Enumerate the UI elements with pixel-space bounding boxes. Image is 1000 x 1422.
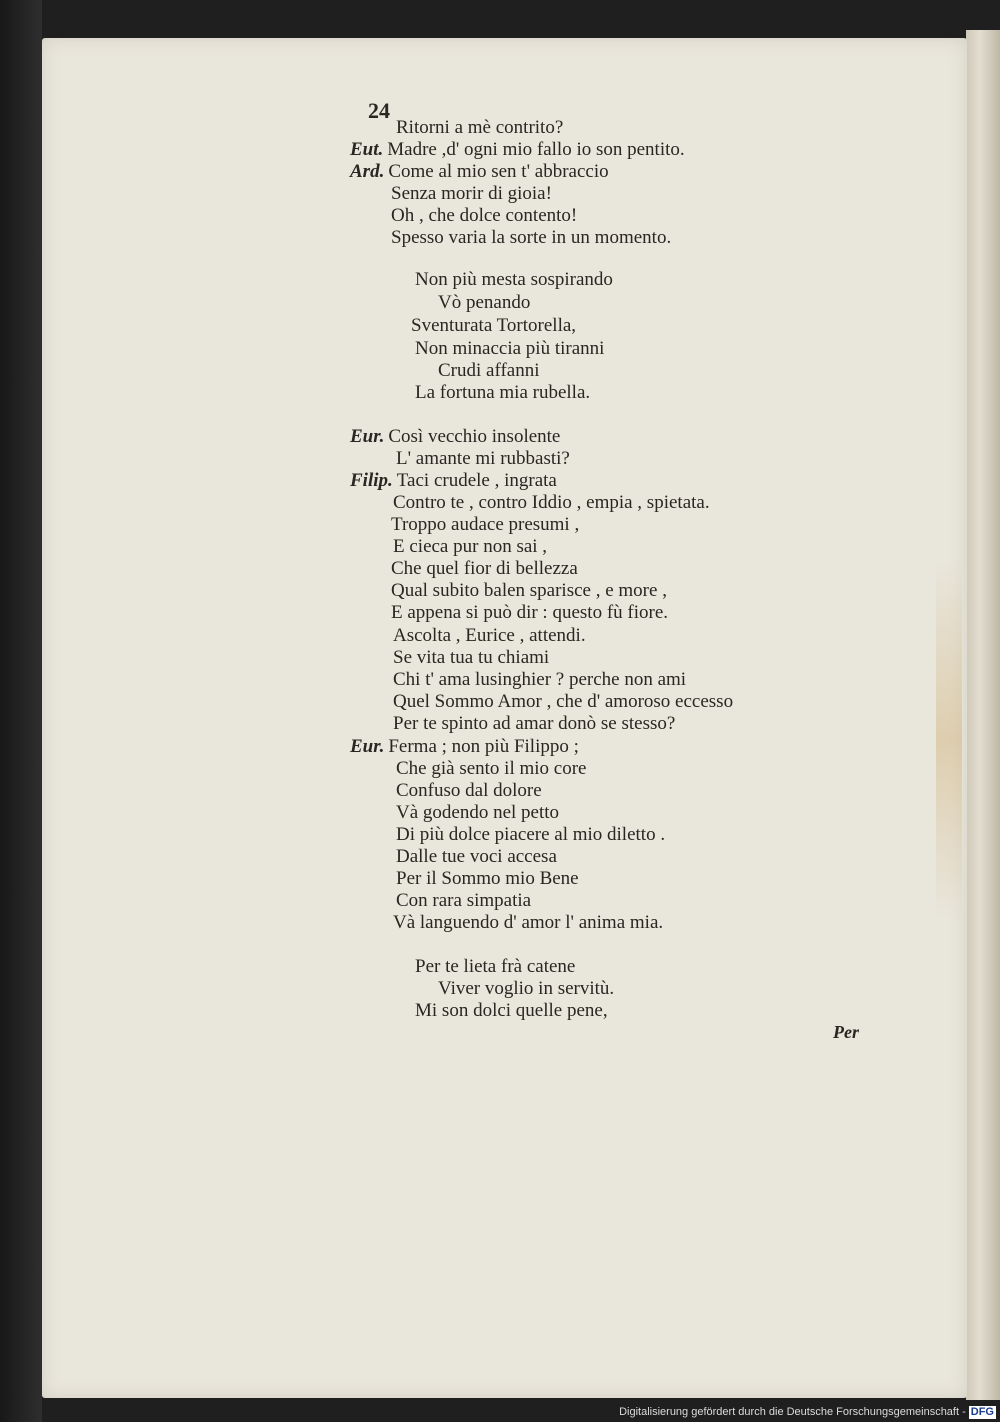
verse-text: Viver voglio in servitù. xyxy=(438,978,615,999)
verse-line xyxy=(393,669,686,691)
verse-text: Non più mesta sospirando xyxy=(415,269,613,290)
verse-line xyxy=(393,492,710,514)
verse-text: Crudi affanni xyxy=(438,360,540,381)
aria-line xyxy=(415,338,604,360)
aria-line xyxy=(415,269,613,291)
verse-line xyxy=(393,713,675,735)
verse-text: La fortuna mia rubella. xyxy=(415,382,591,403)
verse-line xyxy=(396,824,665,846)
verse-text: Che già sento il mio core xyxy=(396,758,587,779)
verse-line xyxy=(391,558,578,580)
aria-line xyxy=(415,956,575,978)
verse-text: Con rara simpatia xyxy=(396,890,532,911)
verse-line xyxy=(396,117,563,139)
verse-text: Ritorni a mè contrito? xyxy=(396,117,564,138)
verse-line xyxy=(393,912,663,934)
verse-text: Così vecchio insolente xyxy=(388,426,561,447)
verse-line xyxy=(396,448,570,470)
verse-text: Qual subito balen sparisce , e more , xyxy=(391,580,667,601)
verse-line xyxy=(396,780,542,802)
speaker-label: Eur. xyxy=(350,426,385,447)
verse-line xyxy=(350,736,579,758)
aria-line xyxy=(438,978,614,1000)
verse-text: Che quel fior di bellezza xyxy=(391,558,578,579)
credit-text: Digitalisierung gefördert durch die Deutsche Forschungsgemeinschaft - xyxy=(619,1406,966,1418)
verse-text: Quel Sommo Amor , che d' amoroso eccesso xyxy=(393,691,734,712)
verse-line xyxy=(391,602,668,624)
aria-line xyxy=(438,360,540,382)
verse-line xyxy=(393,647,549,669)
verse-text: Sventurata Tortorella, xyxy=(411,315,577,336)
verse-text: Per te lieta frà catene xyxy=(415,956,576,977)
verse-text: Per il Sommo mio Bene xyxy=(396,868,579,889)
aria-line xyxy=(415,1000,608,1022)
verse-line xyxy=(350,139,685,161)
verse-text: Dalle tue voci accesa xyxy=(396,846,557,867)
dfg-logo: DFG xyxy=(970,1406,994,1418)
verse-line xyxy=(350,426,560,448)
verse-line xyxy=(393,691,733,713)
speaker-label: Filip. xyxy=(350,470,393,491)
speaker-label: Ard. xyxy=(350,161,385,182)
verse-text: Come al mio sen t' abbraccio xyxy=(388,161,609,182)
verse-line xyxy=(393,625,586,647)
page-number: 24 xyxy=(368,98,390,123)
digitization-credit xyxy=(560,1403,1000,1422)
speaker-label: Eut. xyxy=(350,139,384,160)
verse-text: Và languendo d' amor l' anima mia. xyxy=(393,912,664,933)
verse-line xyxy=(350,161,609,183)
verse-line xyxy=(391,580,667,602)
verse-text: Confuso dal dolore xyxy=(396,780,542,801)
verse-line xyxy=(391,227,671,249)
verse-text: Contro te , contro Iddio , empia , spietata. xyxy=(393,492,710,513)
verse-line xyxy=(396,868,579,890)
verse-text: Và godendo nel petto xyxy=(396,802,560,823)
verse-text: Senza morir di gioia! xyxy=(391,183,552,204)
verse-text: Madre ,d' ogni mio fallo io son pentito. xyxy=(387,139,685,160)
verse-line xyxy=(350,470,557,492)
verse-line xyxy=(396,758,586,780)
verse-text: Ascolta , Eurice , attendi. xyxy=(393,625,586,646)
verse-text: L' amante mi rubbasti? xyxy=(396,448,570,469)
verse-text: Oh , che dolce contento! xyxy=(391,205,578,226)
verse-text: Di più dolce piacere al mio diletto . xyxy=(396,824,666,845)
speaker-label: Eur. xyxy=(350,736,385,757)
verse-line xyxy=(393,536,547,558)
aria-line xyxy=(411,315,576,337)
verse-text: E cieca pur non sai , xyxy=(393,536,548,557)
verse-text: Se vita tua tu chiami xyxy=(393,647,550,668)
verse-text: Non minaccia più tiranni xyxy=(415,338,605,359)
verse-line xyxy=(396,846,557,868)
verse-line xyxy=(396,890,531,912)
verse-line xyxy=(391,514,579,536)
verse-text: Mi son dolci quelle pene, xyxy=(415,1000,608,1021)
verse-text: Vò penando xyxy=(438,292,531,313)
verse-text: Taci crudele , ingrata xyxy=(396,470,557,491)
verse-line xyxy=(391,205,577,227)
verse-text: E appena si può dir : questo fù fiore. xyxy=(391,602,669,623)
verse-text: Ferma ; non più Filippo ; xyxy=(388,736,579,757)
catchword: Per xyxy=(833,1022,859,1042)
verse-text: Spesso varia la sorte in un momento. xyxy=(391,227,672,248)
aria-line xyxy=(438,292,530,314)
verse-line xyxy=(396,802,559,824)
verse-line xyxy=(391,183,552,205)
aria-line xyxy=(415,382,590,404)
verse-text: Per te spinto ad amar donò se stesso? xyxy=(393,713,676,734)
verse-text: Chi t' ama lusinghier ? perche non ami xyxy=(393,669,687,690)
verse-text: Troppo audace presumi , xyxy=(391,514,580,535)
